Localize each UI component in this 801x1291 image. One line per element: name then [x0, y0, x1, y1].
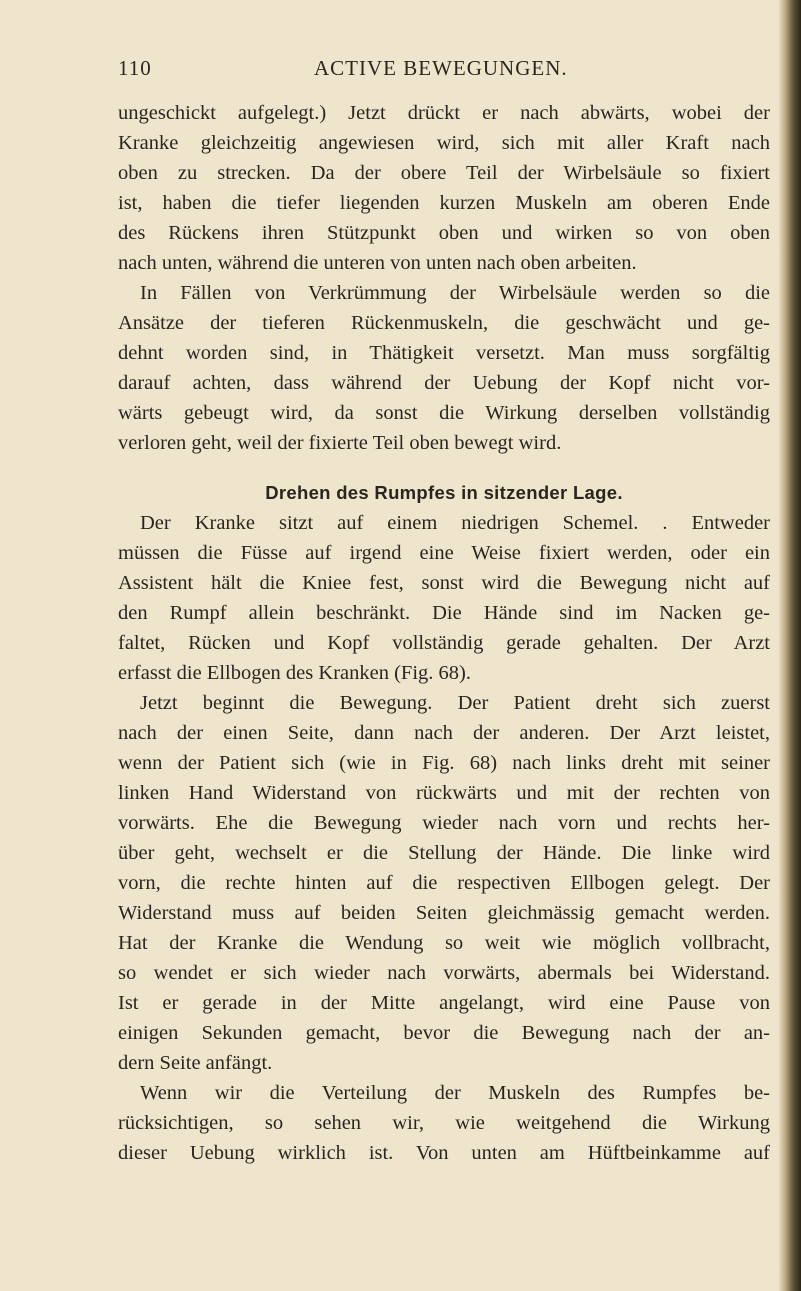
text-line: Jetzt beginnt die Bewegung. Der Patient dreht sich zuerst — [140, 692, 770, 714]
text-line: dieser Uebung wirklich ist. Von unten am Hüftbeinkamme auf — [118, 1142, 770, 1164]
text-line: Assistent hält die Kniee fest, sonst wird die Bewegung nicht auf — [118, 572, 770, 594]
paragraph-5 — [118, 1078, 770, 1168]
text-line: vorwärts. Ehe die Bewegung wieder nach vorn und rechts her- — [118, 812, 770, 834]
text-line: verloren geht, weil der fixierte Teil oben bewegt wird. — [118, 432, 562, 454]
text-line: In Fällen von Verkrümmung der Wirbelsäule werden so die — [140, 282, 770, 304]
text-line: ist, haben die tiefer liegenden kurzen Muskeln am oberen Ende — [118, 192, 770, 214]
text-line: rücksichtigen, so sehen wir, wie weitgehend die Wirkung — [118, 1112, 770, 1134]
text-line: Ansätze der tieferen Rückenmuskeln, die geschwächt und ge- — [118, 312, 770, 334]
paragraph-2 — [118, 278, 770, 458]
text-line: erfasst die Ellbogen des Kranken (Fig. 68). — [118, 662, 471, 684]
text-line: Widerstand muss auf beiden Seiten gleichmässig gemacht werden. — [118, 902, 770, 924]
page-edge-shadow — [779, 0, 801, 1291]
section-heading: Drehen des Rumpfes in sitzender Lage. — [265, 482, 623, 503]
running-head: ACTIVE BEWEGUNGEN. — [314, 56, 568, 80]
text-line: einigen Sekunden gemacht, bevor die Bewegung nach der an- — [118, 1022, 770, 1044]
text-line: Wenn wir die Verteilung der Muskeln des Rumpfes be- — [140, 1082, 770, 1104]
paragraph-3 — [118, 508, 770, 688]
text-line: wenn der Patient sich (wie in Fig. 68) nach links dreht mit seiner — [118, 752, 770, 774]
text-line: des Rückens ihren Stützpunkt oben und wirken so von oben — [118, 222, 770, 244]
paragraph-1 — [118, 98, 770, 278]
text-line: so wendet er sich wieder nach vorwärts, abermals bei Widerstand. — [118, 962, 770, 984]
page-header — [118, 56, 768, 90]
text-line: Kranke gleichzeitig angewiesen wird, sich mit aller Kraft nach — [118, 132, 770, 154]
text-line: dern Seite anfängt. — [118, 1052, 273, 1074]
text-line: nach der einen Seite, dann nach der anderen. Der Arzt leistet, — [118, 722, 770, 744]
paragraph-4 — [118, 688, 770, 1078]
text-line: darauf achten, dass während der Uebung der Kopf nicht vor- — [118, 372, 770, 394]
text-line: oben zu strecken. Da der obere Teil der Wirbelsäule so fixiert — [118, 162, 770, 184]
text-line: ungeschickt aufgelegt.) Jetzt drückt er nach abwärts, wobei der — [118, 102, 770, 124]
text-line: müssen die Füsse auf irgend eine Weise fixiert werden, oder ein — [118, 542, 770, 564]
page-number: 110 — [118, 56, 152, 80]
text-line: über geht, wechselt er die Stellung der Hände. Die linke wird — [118, 842, 770, 864]
text-line: dehnt worden sind, in Thätigkeit versetzt. Man muss sorgfältig — [118, 342, 770, 364]
section-gap — [118, 458, 770, 478]
text-line: vorn, die rechte hinten auf die respectiven Ellbogen gelegt. Der — [118, 872, 770, 894]
text-line: Der Kranke sitzt auf einem niedrigen Schemel. . Entweder — [140, 512, 770, 534]
text-line: nach unten, während die unteren von unten nach oben arbeiten. — [118, 252, 637, 274]
text-line: den Rumpf allein beschränkt. Die Hände sind im Nacken ge- — [118, 602, 770, 624]
body-text — [118, 98, 770, 1168]
text-line: linken Hand Widerstand von rückwärts und mit der rechten von — [118, 782, 770, 804]
text-line: faltet, Rücken und Kopf vollständig gerade gehalten. Der Arzt — [118, 632, 770, 654]
text-line: Hat der Kranke die Wendung so weit wie möglich vollbracht, — [118, 932, 770, 954]
text-line: wärts gebeugt wird, da sonst die Wirkung derselben vollständig — [118, 402, 770, 424]
text-line: Ist er gerade in der Mitte angelangt, wird eine Pause von — [118, 992, 770, 1014]
